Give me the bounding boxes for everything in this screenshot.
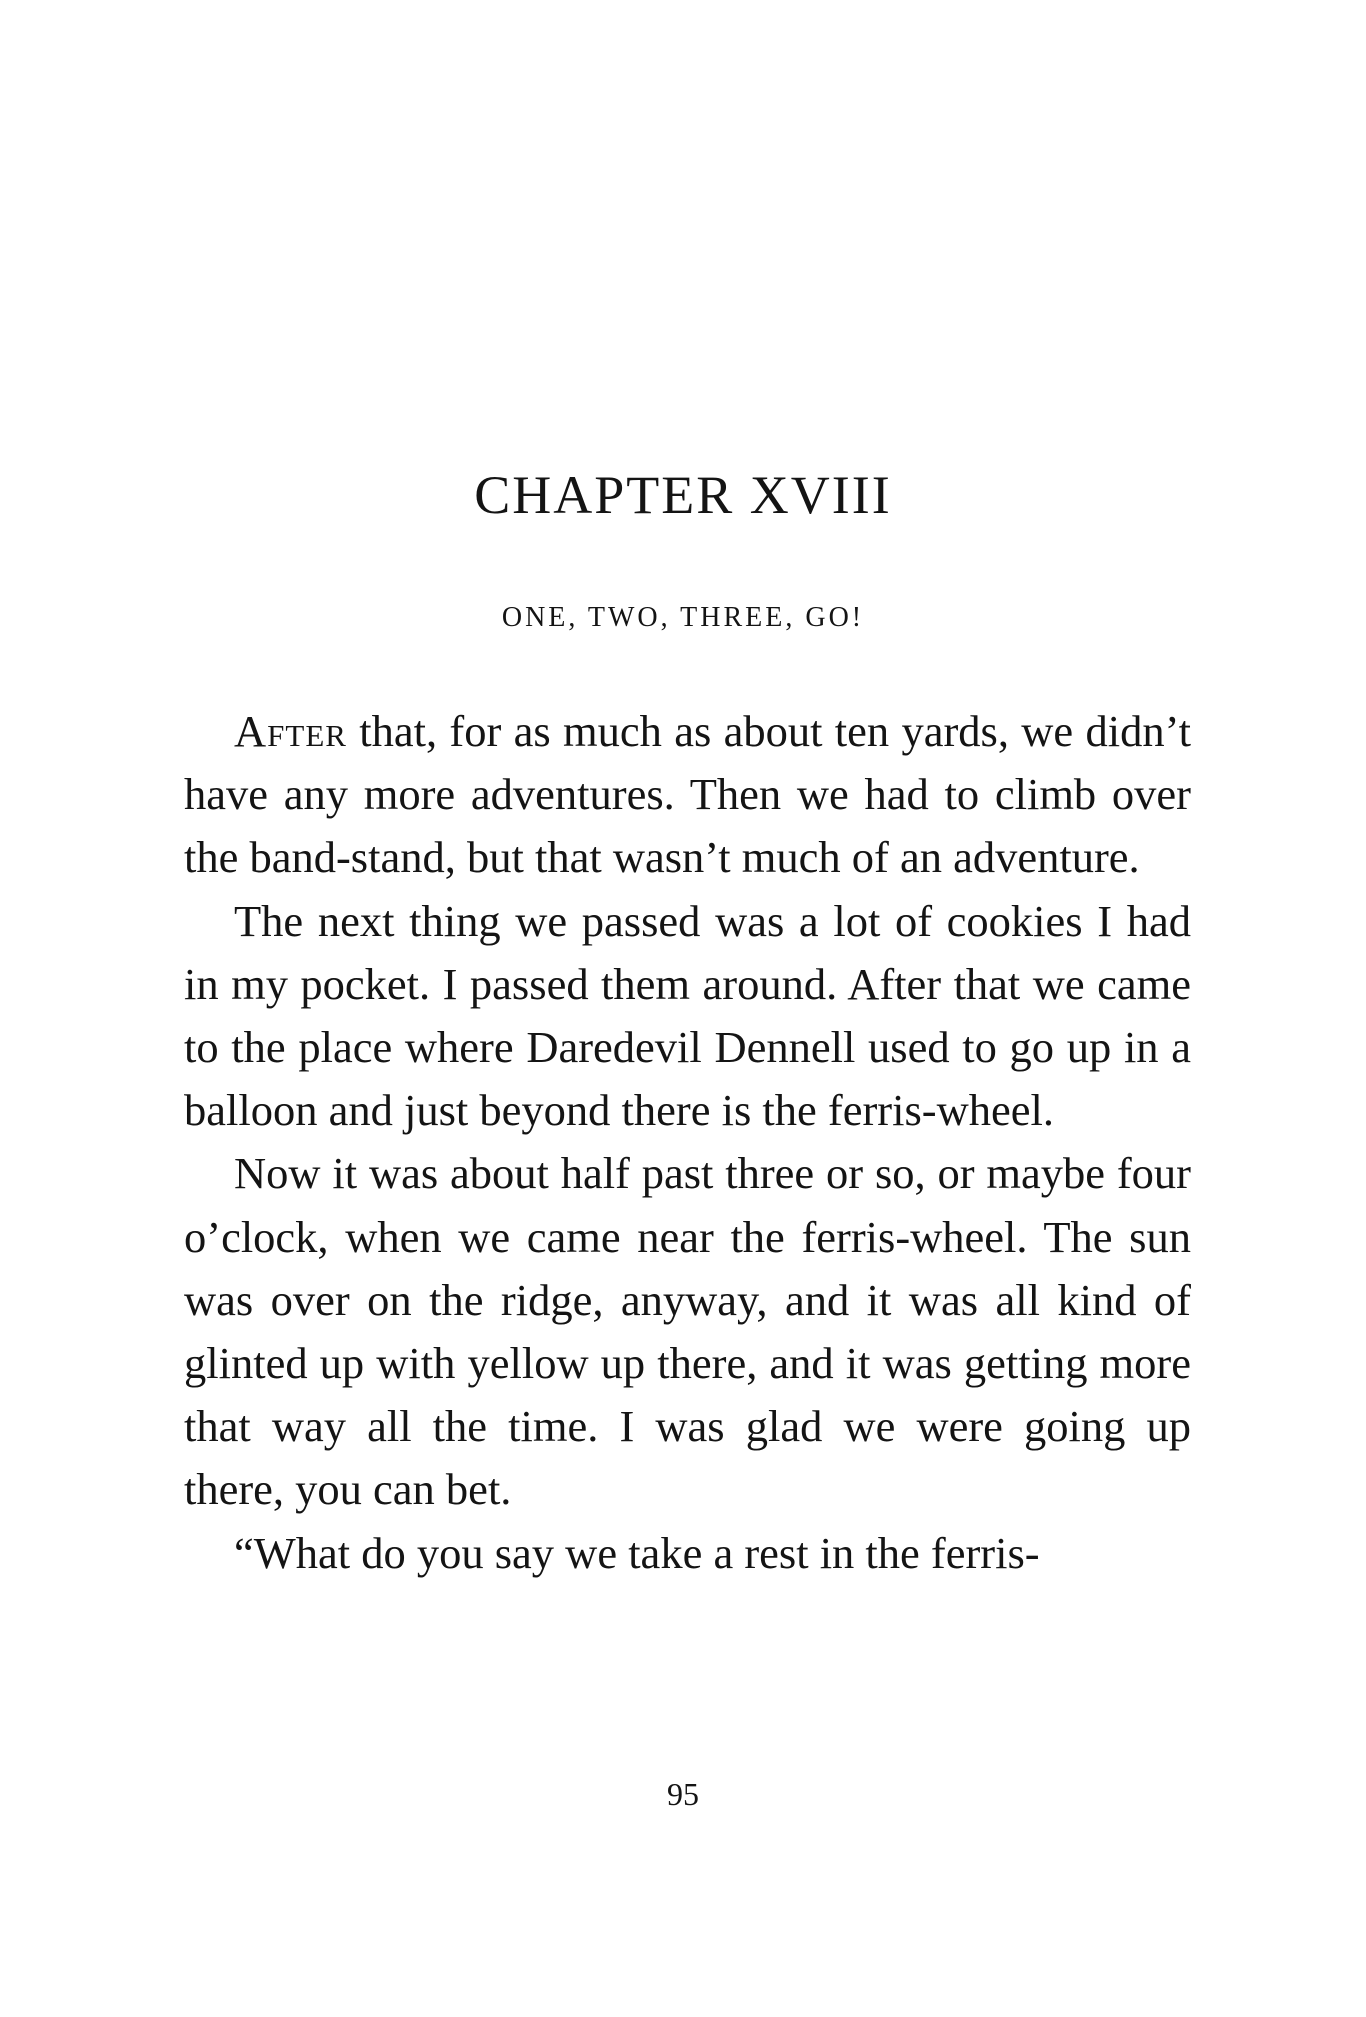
paragraph-1	[184, 700, 1191, 890]
paragraph-lead-word: After	[234, 706, 347, 756]
chapter-title: ONE, TWO, THREE, GO!	[501, 602, 865, 633]
paragraph-2	[184, 890, 1191, 1143]
body-text	[184, 700, 1191, 1585]
page-number: 95	[667, 1776, 699, 1812]
chapter-heading: CHAPTER XVIII	[474, 465, 892, 525]
paragraph-text: The next thing we passed was a lot of cookies I had in my pocket. I passed them around. After that we came to the place where Daredevil Dennell used to go up in a balloon and just beyond there is the ferris-wheel.	[184, 895, 1191, 1136]
paragraph-3	[184, 1142, 1191, 1521]
paragraph-text: that, for as much as about ten yards, we didn’t have any more adventures. Then we had to climb over the band-stand, but that wasn’t much of an adventure.	[184, 706, 1191, 883]
paragraph-text: Now it was about half past three or so, or maybe four o’clock, when we came near the ferris-wheel. The sun was over on the ridge, anyway, and it was all kind of glinted up with yellow up there, and it was getting more that way all the time. I was glad we were going up there, you can bet.	[184, 1148, 1191, 1515]
paragraph-4	[184, 1522, 1191, 1585]
paragraph-text: “What do you say we take a rest in the ferris-	[234, 1527, 1040, 1578]
